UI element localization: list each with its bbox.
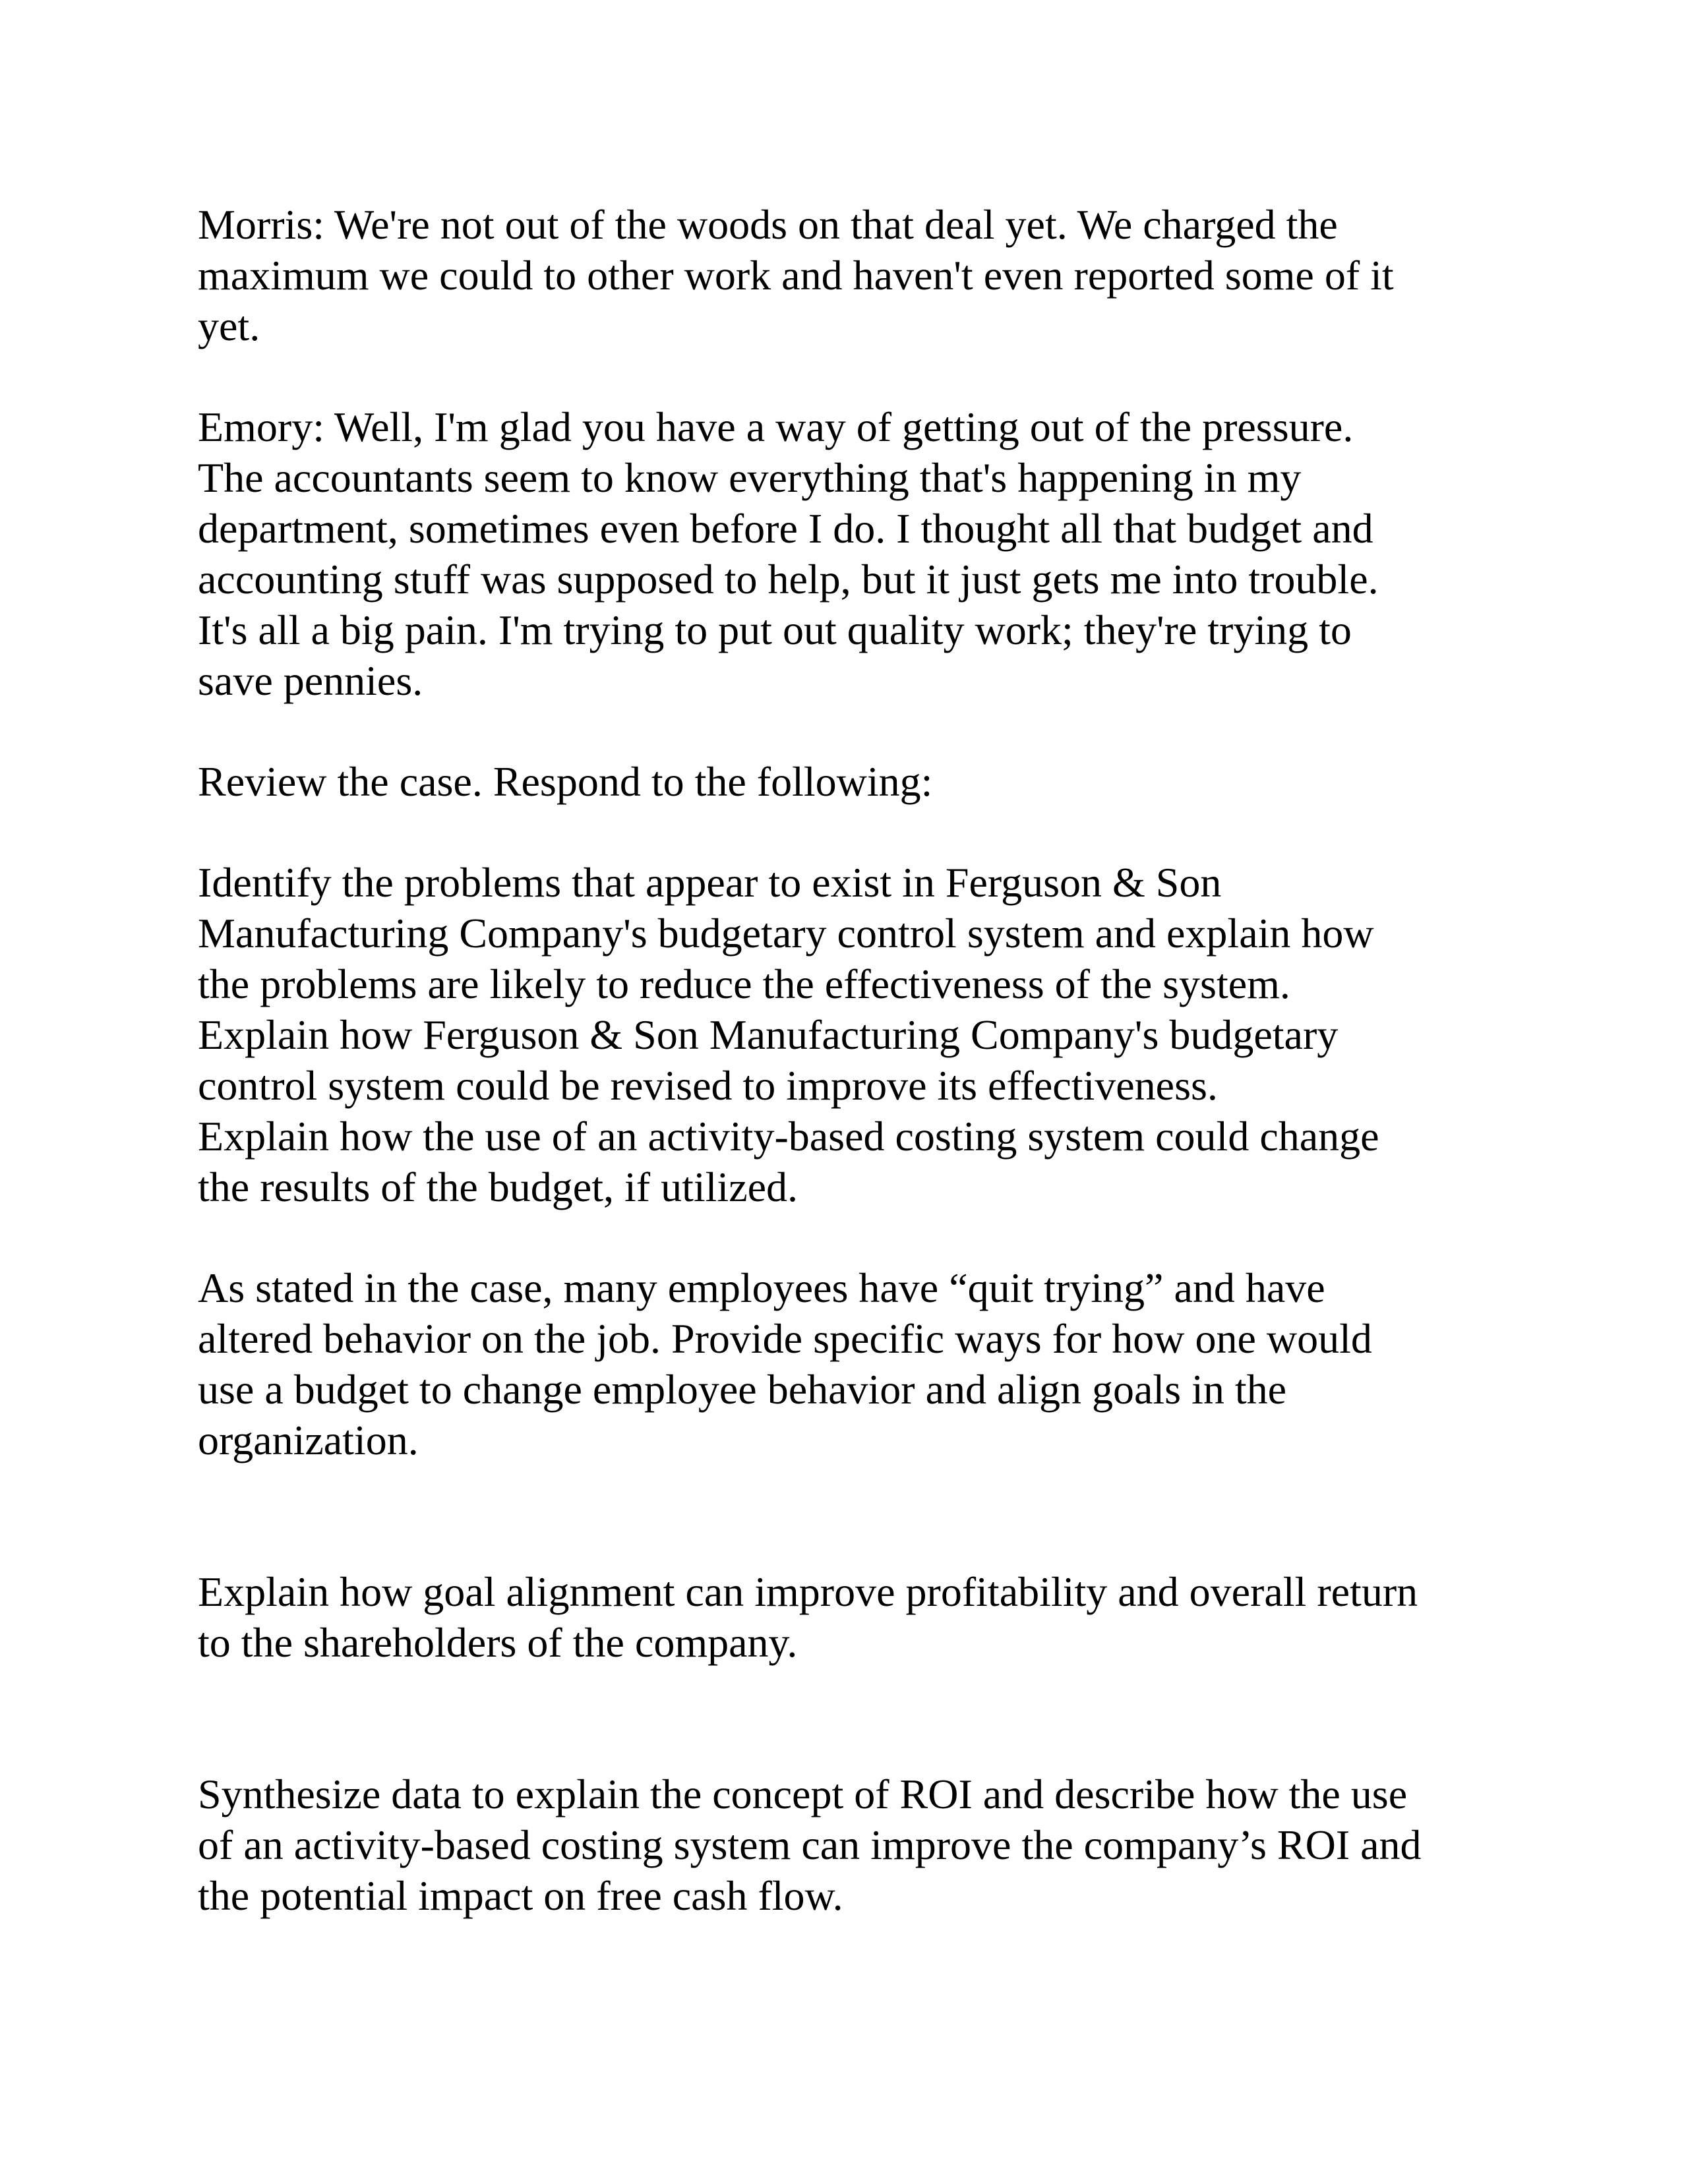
text-line: accounting stuff was supposed to help, but it just gets me into trouble. [198, 556, 1379, 603]
text-line: Identify the problems that appear to exist in Ferguson & Son [198, 859, 1222, 906]
text-line: the problems are likely to reduce the effectiveness of the system. [198, 960, 1290, 1007]
text-line: of an activity-based costing system can improve the company’s ROI and [198, 1821, 1422, 1868]
text-line: Manufacturing Company's budgetary control system and explain how [198, 910, 1374, 957]
text-line: Explain how Ferguson & Son Manufacturing Company's budgetary [198, 1011, 1339, 1058]
text-line: Explain how the use of an activity-based costing system could change [198, 1113, 1379, 1160]
text-line: Synthesize data to explain the concept of ROI and describe how the use [198, 1771, 1408, 1817]
text-line: to the shareholders of the company. [198, 1619, 798, 1666]
text-line: the potential impact on free cash flow. [198, 1872, 843, 1919]
text-line: Emory: Well, I'm glad you have a way of getting out of the pressure. [198, 403, 1354, 450]
text-line: the results of the budget, if utilized. [198, 1164, 798, 1210]
text-line: save pennies. [198, 657, 423, 704]
text-line: As stated in the case, many employees have “quit trying” and have [198, 1264, 1325, 1311]
text-line: Morris: We're not out of the woods on that deal yet. We charged the [198, 201, 1338, 248]
text-line: use a budget to change employee behavior and align goals in the [198, 1366, 1287, 1413]
text-line: The accountants seem to know everything that's happening in my [198, 454, 1302, 501]
text-line: It's all a big pain. I'm trying to put out quality work; they're trying to [198, 606, 1352, 653]
text-line: organization. [198, 1417, 419, 1463]
text-line: department, sometimes even before I do. I thought all that budget and [198, 505, 1373, 552]
text-line: yet. [198, 303, 260, 349]
text-line: altered behavior on the job. Provide specific ways for how one would [198, 1315, 1372, 1362]
text-line: Review the case. Respond to the following: [198, 758, 933, 805]
text-line: control system could be revised to improve its effectiveness. [198, 1062, 1218, 1109]
text-line: maximum we could to other work and haven't even reported some of it [198, 252, 1394, 299]
text-line: Explain how goal alignment can improve profitability and overall return [198, 1568, 1418, 1615]
